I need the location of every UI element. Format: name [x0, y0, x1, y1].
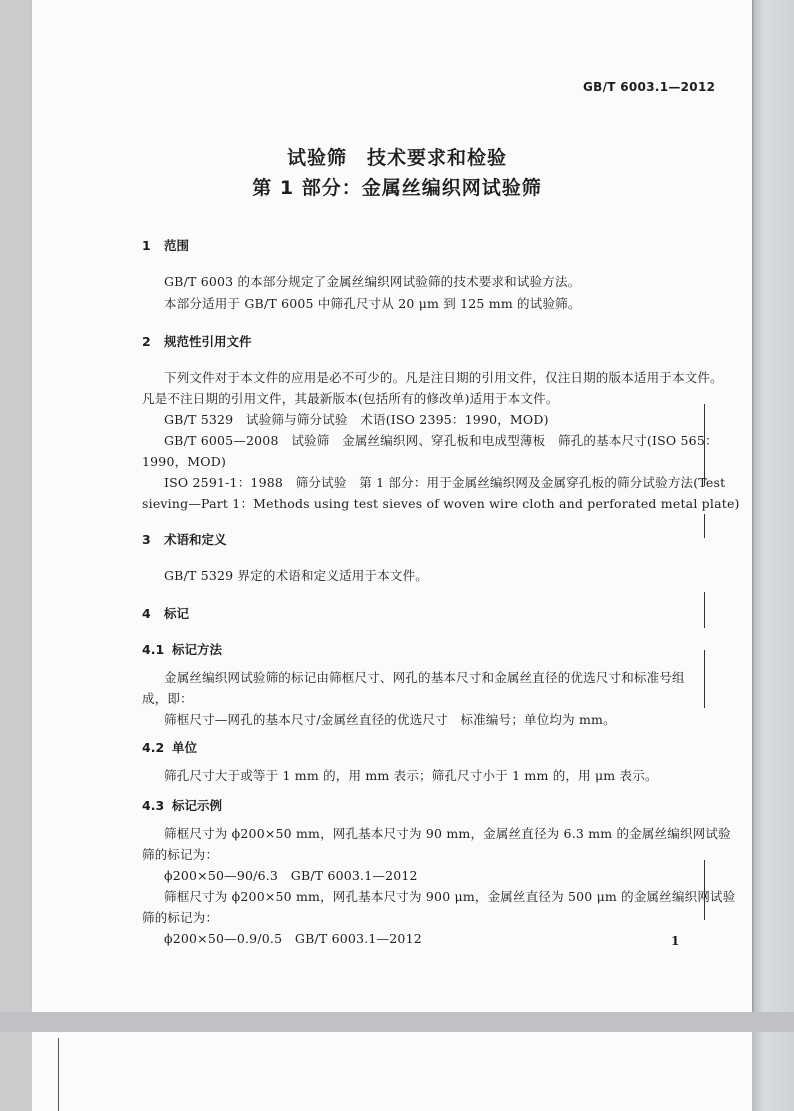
- section-heading-1: 1 范围: [142, 238, 190, 253]
- marking-example: ϕ200×50—0.9/0.5 GB/T 6003.1—2012: [164, 931, 422, 946]
- paragraph: 凡是不注日期的引用文件，其最新版本(包括所有的修改单)适用于本文件。: [142, 391, 559, 406]
- paragraph: 筛孔尺寸大于或等于 1 mm 的，用 mm 表示；筛孔尺寸小于 1 mm 的，用 μm 表示。: [164, 768, 658, 783]
- normative-reference: sieving—Part 1：Methods using test sieves of woven wire cloth and perforated metal plate): [142, 496, 740, 511]
- section-heading-4: 4 标记: [142, 606, 190, 621]
- marking-example: ϕ200×50—90/6.3 GB/T 6003.1—2012: [164, 868, 418, 883]
- page-number: 1: [671, 934, 680, 948]
- paragraph: GB/T 6003 的本部分规定了金属丝编织网试验筛的技术要求和试验方法。: [164, 274, 581, 289]
- paragraph: 筛框尺寸—网孔的基本尺寸/金属丝直径的优选尺寸 标准编号；单位均为 mm。: [164, 712, 616, 727]
- next-page-margin-line: [58, 1038, 59, 1111]
- paragraph: 成，即：: [142, 691, 193, 706]
- subsection-heading-4-2: 4.2 单位: [142, 740, 198, 755]
- doc-title-line1: 试验筛 技术要求和检验: [286, 147, 507, 169]
- paragraph: GB/T 5329 界定的术语和定义适用于本文件。: [164, 568, 428, 583]
- paragraph: 金属丝编织网试验筛的标记由筛框尺寸、网孔的基本尺寸和金属丝直径的优选尺寸和标准号组: [164, 670, 685, 685]
- normative-reference: GB/T 5329 试验筛与筛分试验 术语(ISO 2395：1990，MOD): [164, 412, 549, 427]
- section-heading-2: 2 规范性引用文件: [142, 334, 252, 349]
- page-gap: [0, 1012, 794, 1032]
- scan-artifact-line: [704, 592, 705, 628]
- paragraph: 本部分适用于 GB/T 6005 中筛孔尺寸从 20 μm 到 125 mm 的试验筛。: [164, 296, 581, 311]
- standard-code: GB/T 6003.1—2012: [583, 80, 716, 94]
- normative-reference: ISO 2591-1：1988 筛分试验 第 1 部分：用于金属丝编织网及金属穿孔板的筛分试验方法(Test: [164, 475, 726, 490]
- scan-artifact-line: [704, 650, 705, 708]
- subsection-heading-4-3: 4.3 标记示例: [142, 798, 223, 813]
- paragraph: 下列文件对于本文件的应用是必不可少的。凡是注日期的引用文件，仅注日期的版本适用于本文件。: [164, 370, 723, 385]
- paragraph: 筛框尺寸为 ϕ200×50 mm，网孔基本尺寸为 900 μm，金属丝直径为 500 μm 的金属丝编织网试验: [164, 889, 736, 904]
- next-page-edge: [32, 1032, 752, 1111]
- normative-reference: GB/T 6005—2008 试验筛 金属丝编织网、穿孔板和电成型薄板 筛孔的基本尺寸(ISO 565：: [164, 433, 718, 448]
- paragraph: 筛框尺寸为 ϕ200×50 mm，网孔基本尺寸为 90 mm，金属丝直径为 6.3 mm 的金属丝编织网试验: [164, 826, 731, 841]
- section-heading-3: 3 术语和定义: [142, 532, 227, 547]
- subsection-heading-4-1: 4.1 标记方法: [142, 642, 223, 657]
- normative-reference: 1990，MOD): [142, 454, 227, 469]
- scan-artifact-line: [704, 514, 705, 538]
- paragraph: 筛的标记为：: [142, 910, 219, 925]
- paragraph: 筛的标记为：: [142, 847, 219, 862]
- doc-title-line2: 第 1 部分：金属丝编织网试验筛: [252, 177, 542, 199]
